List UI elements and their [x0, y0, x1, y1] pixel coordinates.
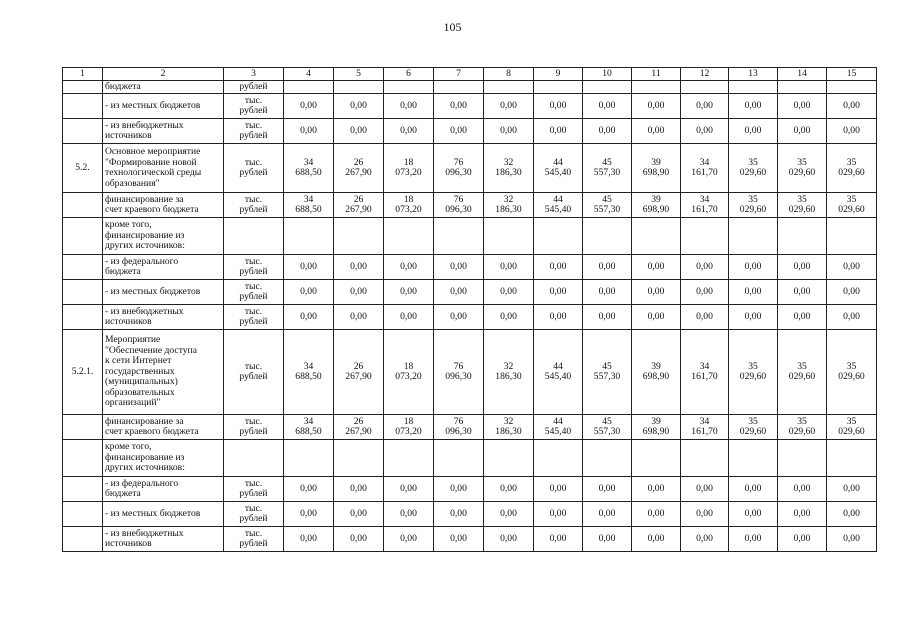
table-row — [63, 193, 877, 218]
value-cell: 0,00 — [484, 255, 534, 280]
value-cell — [334, 440, 384, 477]
value-cell: 0,00 — [284, 280, 334, 305]
table-row — [63, 502, 877, 527]
value-cell: 0,00 — [778, 305, 827, 330]
value-cell — [729, 440, 778, 477]
row-code — [63, 218, 103, 255]
value-cell — [284, 440, 334, 477]
value-cell — [729, 218, 778, 255]
row-code: 5.2. — [63, 144, 103, 193]
table-row — [63, 527, 877, 552]
value-cell: 0,00 — [681, 527, 729, 552]
value-cell: 26 267,90 — [334, 144, 384, 193]
value-cell: 35 029,60 — [827, 144, 877, 193]
value-cell — [434, 218, 484, 255]
row-code — [63, 477, 103, 502]
value-cell: 0,00 — [534, 255, 583, 280]
value-cell: 0,00 — [778, 94, 827, 119]
value-cell: 0,00 — [778, 119, 827, 144]
value-cell: 0,00 — [778, 255, 827, 280]
column-header: 12 — [681, 68, 729, 81]
value-cell: 45 557,30 — [583, 193, 632, 218]
row-name: - из местных бюджетов — [103, 280, 224, 305]
value-cell: 0,00 — [384, 477, 434, 502]
value-cell: 0,00 — [284, 477, 334, 502]
value-cell: 39 698,90 — [632, 193, 681, 218]
row-code — [63, 193, 103, 218]
value-cell: 0,00 — [827, 477, 877, 502]
value-cell: 0,00 — [484, 280, 534, 305]
value-cell: 0,00 — [384, 502, 434, 527]
value-cell: 0,00 — [827, 94, 877, 119]
value-cell: 76 096,30 — [434, 144, 484, 193]
value-cell: 0,00 — [632, 477, 681, 502]
column-header: 7 — [434, 68, 484, 81]
value-cell: 0,00 — [334, 280, 384, 305]
row-unit: рублей — [224, 81, 284, 94]
row-code — [63, 81, 103, 94]
value-cell: 34 688,50 — [284, 415, 334, 440]
value-cell: 0,00 — [583, 527, 632, 552]
value-cell: 0,00 — [384, 119, 434, 144]
column-header: 10 — [583, 68, 632, 81]
value-cell: 0,00 — [284, 119, 334, 144]
value-cell: 0,00 — [632, 119, 681, 144]
value-cell: 0,00 — [484, 94, 534, 119]
value-cell — [827, 218, 877, 255]
row-unit: тыс. рублей — [224, 94, 284, 119]
value-cell: 0,00 — [729, 502, 778, 527]
column-header: 5 — [334, 68, 384, 81]
value-cell: 0,00 — [632, 255, 681, 280]
table-row — [63, 280, 877, 305]
table-row — [63, 330, 877, 415]
value-cell: 0,00 — [284, 527, 334, 552]
value-cell — [534, 81, 583, 94]
value-cell — [284, 81, 334, 94]
value-cell: 0,00 — [384, 94, 434, 119]
value-cell: 0,00 — [484, 477, 534, 502]
value-cell: 35 029,60 — [778, 144, 827, 193]
row-unit: тыс. рублей — [224, 119, 284, 144]
column-header: 4 — [284, 68, 334, 81]
row-name: - из местных бюджетов — [103, 94, 224, 119]
value-cell: 0,00 — [484, 527, 534, 552]
row-name: кроме того, финансирование из других источников: — [103, 440, 224, 477]
value-cell: 26 267,90 — [334, 330, 384, 415]
value-cell: 0,00 — [334, 477, 384, 502]
value-cell: 45 557,30 — [583, 144, 632, 193]
row-code — [63, 527, 103, 552]
column-header: 6 — [384, 68, 434, 81]
row-name: - из местных бюджетов — [103, 502, 224, 527]
row-name: - из внебюджетных источников — [103, 527, 224, 552]
page-number: 105 — [443, 20, 462, 34]
value-cell: 35 029,60 — [778, 193, 827, 218]
row-unit: тыс. рублей — [224, 144, 284, 193]
value-cell — [484, 440, 534, 477]
value-cell: 26 267,90 — [334, 193, 384, 218]
column-header: 15 — [827, 68, 877, 81]
value-cell: 0,00 — [484, 502, 534, 527]
column-header: 2 — [103, 68, 224, 81]
row-name: Мероприятие "Обеспечение доступа к сети Интернет государственных (муниципальных) образовательных организаций" — [103, 330, 224, 415]
value-cell: 0,00 — [534, 502, 583, 527]
table-row — [63, 477, 877, 502]
value-cell: 39 698,90 — [632, 330, 681, 415]
value-cell: 0,00 — [583, 280, 632, 305]
value-cell: 0,00 — [434, 502, 484, 527]
value-cell: 0,00 — [583, 502, 632, 527]
row-name: - из внебюджетных источников — [103, 305, 224, 330]
value-cell: 0,00 — [681, 305, 729, 330]
value-cell: 76 096,30 — [434, 193, 484, 218]
row-unit: тыс. рублей — [224, 477, 284, 502]
table-row — [63, 218, 877, 255]
row-unit: тыс. рублей — [224, 502, 284, 527]
value-cell: 35 029,60 — [729, 193, 778, 218]
value-cell — [384, 440, 434, 477]
value-cell: 26 267,90 — [334, 415, 384, 440]
value-cell — [384, 218, 434, 255]
value-cell — [583, 81, 632, 94]
table-row — [63, 440, 877, 477]
value-cell: 45 557,30 — [583, 330, 632, 415]
value-cell: 0,00 — [729, 255, 778, 280]
value-cell: 0,00 — [778, 502, 827, 527]
value-cell: 0,00 — [434, 119, 484, 144]
value-cell: 34 161,70 — [681, 193, 729, 218]
value-cell — [583, 218, 632, 255]
value-cell: 35 029,60 — [827, 330, 877, 415]
value-cell: 0,00 — [729, 94, 778, 119]
table-row — [63, 415, 877, 440]
value-cell: 0,00 — [778, 527, 827, 552]
table-row — [63, 119, 877, 144]
row-name: - из федерального бюджета — [103, 477, 224, 502]
value-cell: 76 096,30 — [434, 415, 484, 440]
value-cell — [778, 440, 827, 477]
row-name: бюджета — [103, 81, 224, 94]
row-unit: тыс. рублей — [224, 255, 284, 280]
value-cell: 0,00 — [334, 502, 384, 527]
value-cell: 34 161,70 — [681, 330, 729, 415]
value-cell: 0,00 — [583, 119, 632, 144]
value-cell: 45 557,30 — [583, 415, 632, 440]
value-cell: 35 029,60 — [729, 144, 778, 193]
value-cell: 0,00 — [434, 280, 484, 305]
value-cell: 0,00 — [434, 477, 484, 502]
value-cell: 0,00 — [534, 119, 583, 144]
value-cell: 0,00 — [681, 119, 729, 144]
row-name: - из внебюджетных источников — [103, 119, 224, 144]
column-header: 14 — [778, 68, 827, 81]
value-cell: 32 186,30 — [484, 144, 534, 193]
value-cell: 35 029,60 — [729, 415, 778, 440]
value-cell: 0,00 — [827, 527, 877, 552]
table-row — [63, 94, 877, 119]
value-cell: 0,00 — [484, 305, 534, 330]
value-cell: 0,00 — [534, 94, 583, 119]
value-cell: 0,00 — [827, 255, 877, 280]
value-cell: 0,00 — [384, 527, 434, 552]
value-cell: 0,00 — [284, 255, 334, 280]
value-cell: 35 029,60 — [827, 193, 877, 218]
value-cell: 0,00 — [681, 502, 729, 527]
row-name: финансирование за счет краевого бюджета — [103, 415, 224, 440]
value-cell: 76 096,30 — [434, 330, 484, 415]
value-cell — [583, 440, 632, 477]
value-cell: 0,00 — [334, 94, 384, 119]
row-code — [63, 94, 103, 119]
value-cell: 44 545,40 — [534, 193, 583, 218]
table-row — [63, 255, 877, 280]
value-cell: 0,00 — [334, 305, 384, 330]
value-cell: 0,00 — [484, 119, 534, 144]
column-header: 8 — [484, 68, 534, 81]
row-unit: тыс. рублей — [224, 527, 284, 552]
value-cell: 0,00 — [827, 119, 877, 144]
value-cell: 0,00 — [827, 305, 877, 330]
value-cell — [778, 81, 827, 94]
row-code — [63, 415, 103, 440]
value-cell: 0,00 — [334, 119, 384, 144]
value-cell: 35 029,60 — [778, 415, 827, 440]
row-unit — [224, 440, 284, 477]
value-cell: 0,00 — [534, 305, 583, 330]
row-unit: тыс. рублей — [224, 280, 284, 305]
value-cell: 18 073,20 — [384, 330, 434, 415]
value-cell: 34 161,70 — [681, 415, 729, 440]
value-cell: 0,00 — [778, 280, 827, 305]
column-header: 3 — [224, 68, 284, 81]
value-cell: 0,00 — [384, 280, 434, 305]
value-cell: 39 698,90 — [632, 144, 681, 193]
value-cell: 32 186,30 — [484, 415, 534, 440]
value-cell: 0,00 — [334, 255, 384, 280]
value-cell: 34 161,70 — [681, 144, 729, 193]
value-cell: 0,00 — [729, 527, 778, 552]
value-cell — [334, 218, 384, 255]
value-cell: 18 073,20 — [384, 415, 434, 440]
row-code: 5.2.1. — [63, 330, 103, 415]
value-cell: 0,00 — [334, 527, 384, 552]
value-cell: 0,00 — [681, 477, 729, 502]
row-name: - из федерального бюджета — [103, 255, 224, 280]
row-name: кроме того, финансирование из других источников: — [103, 218, 224, 255]
row-unit: тыс. рублей — [224, 305, 284, 330]
value-cell: 44 545,40 — [534, 415, 583, 440]
value-cell — [681, 81, 729, 94]
column-header: 11 — [632, 68, 681, 81]
value-cell: 0,00 — [384, 305, 434, 330]
value-cell: 0,00 — [778, 477, 827, 502]
row-code — [63, 440, 103, 477]
value-cell — [434, 81, 484, 94]
value-cell — [384, 81, 434, 94]
value-cell — [284, 218, 334, 255]
value-cell: 35 029,60 — [778, 330, 827, 415]
value-cell: 0,00 — [434, 305, 484, 330]
value-cell: 0,00 — [434, 255, 484, 280]
value-cell: 44 545,40 — [534, 330, 583, 415]
row-code — [63, 502, 103, 527]
value-cell: 32 186,30 — [484, 330, 534, 415]
value-cell — [632, 218, 681, 255]
value-cell: 34 688,50 — [284, 330, 334, 415]
table-row — [63, 305, 877, 330]
row-code — [63, 119, 103, 144]
value-cell: 0,00 — [284, 305, 334, 330]
value-cell: 0,00 — [827, 502, 877, 527]
value-cell: 0,00 — [583, 255, 632, 280]
value-cell — [434, 440, 484, 477]
table-row — [63, 81, 877, 94]
value-cell: 18 073,20 — [384, 144, 434, 193]
value-cell — [334, 81, 384, 94]
value-cell — [681, 440, 729, 477]
row-unit: тыс. рублей — [224, 415, 284, 440]
budget-table — [62, 67, 877, 552]
value-cell: 18 073,20 — [384, 193, 434, 218]
value-cell: 0,00 — [534, 477, 583, 502]
value-cell — [534, 440, 583, 477]
value-cell: 0,00 — [632, 94, 681, 119]
value-cell: 0,00 — [632, 280, 681, 305]
value-cell — [681, 218, 729, 255]
value-cell: 0,00 — [534, 280, 583, 305]
value-cell — [484, 218, 534, 255]
value-cell — [632, 440, 681, 477]
value-cell — [827, 440, 877, 477]
value-cell: 0,00 — [632, 502, 681, 527]
value-cell: 0,00 — [583, 94, 632, 119]
value-cell: 0,00 — [681, 280, 729, 305]
value-cell: 0,00 — [729, 305, 778, 330]
value-cell: 0,00 — [681, 94, 729, 119]
value-cell: 0,00 — [284, 502, 334, 527]
value-cell: 0,00 — [729, 477, 778, 502]
table-header-row — [63, 68, 877, 81]
column-header: 9 — [534, 68, 583, 81]
value-cell: 32 186,30 — [484, 193, 534, 218]
value-cell: 0,00 — [583, 477, 632, 502]
value-cell: 44 545,40 — [534, 144, 583, 193]
value-cell: 0,00 — [827, 280, 877, 305]
value-cell: 0,00 — [534, 527, 583, 552]
value-cell — [778, 218, 827, 255]
value-cell: 39 698,90 — [632, 415, 681, 440]
row-unit: тыс. рублей — [224, 330, 284, 415]
value-cell: 0,00 — [632, 305, 681, 330]
column-header: 13 — [729, 68, 778, 81]
value-cell: 35 029,60 — [827, 415, 877, 440]
value-cell — [632, 81, 681, 94]
value-cell: 35 029,60 — [729, 330, 778, 415]
value-cell: 0,00 — [681, 255, 729, 280]
value-cell: 0,00 — [434, 527, 484, 552]
value-cell: 34 688,50 — [284, 193, 334, 218]
row-name: финансирование за счет краевого бюджета — [103, 193, 224, 218]
row-unit: тыс. рублей — [224, 193, 284, 218]
row-code — [63, 255, 103, 280]
row-name: Основное мероприятие "Формирование новой технологической среды образования" — [103, 144, 224, 193]
row-unit — [224, 218, 284, 255]
row-code — [63, 305, 103, 330]
value-cell — [729, 81, 778, 94]
value-cell: 34 688,50 — [284, 144, 334, 193]
value-cell: 0,00 — [632, 527, 681, 552]
value-cell: 0,00 — [284, 94, 334, 119]
value-cell — [827, 81, 877, 94]
column-header: 1 — [63, 68, 103, 81]
row-code — [63, 280, 103, 305]
value-cell — [534, 218, 583, 255]
value-cell: 0,00 — [384, 255, 434, 280]
value-cell: 0,00 — [729, 280, 778, 305]
table-row — [63, 144, 877, 193]
value-cell — [484, 81, 534, 94]
value-cell: 0,00 — [729, 119, 778, 144]
value-cell: 0,00 — [583, 305, 632, 330]
value-cell: 0,00 — [434, 94, 484, 119]
